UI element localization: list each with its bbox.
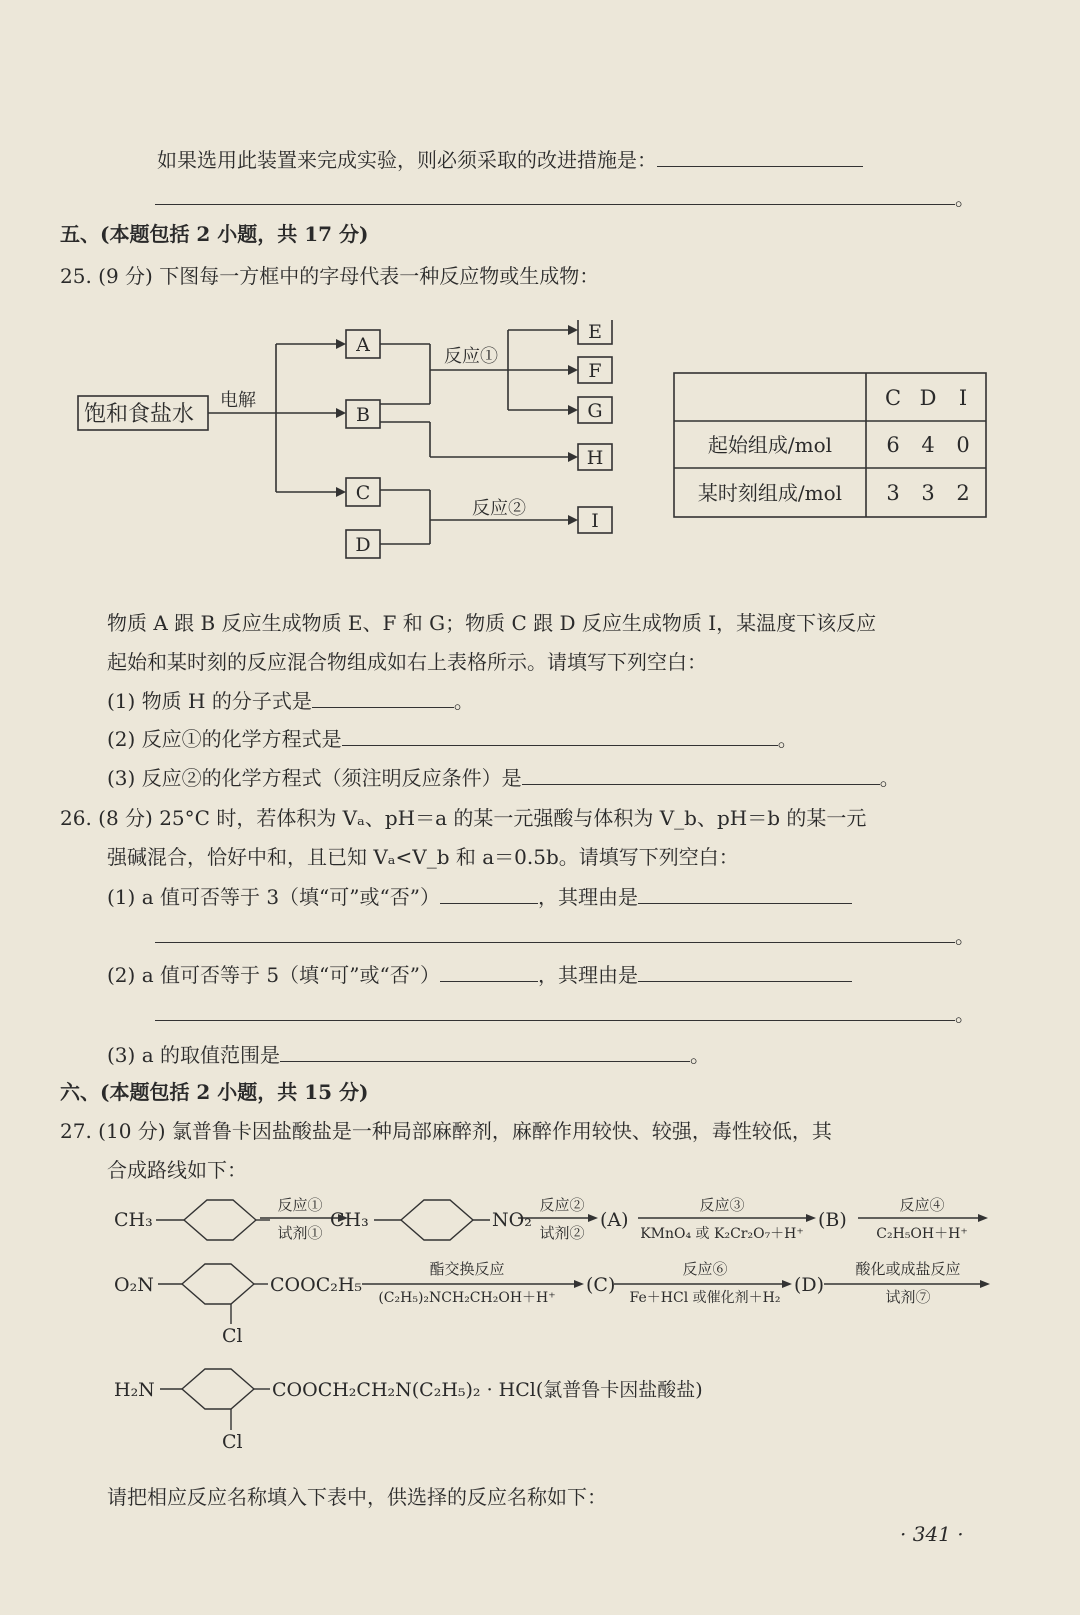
q25-sub-2: (2) 反应①的化学方程式是 。 xyxy=(107,727,798,751)
table-cell: 3 xyxy=(921,481,935,505)
table-row-label: 起始组成/mol xyxy=(707,433,833,457)
q25-sub-3: (3) 反应②的化学方程式（须注明反应条件）是 。 xyxy=(107,766,900,790)
arrow-2-top: 反应② xyxy=(539,1196,585,1214)
answer-blank[interactable] xyxy=(522,764,880,785)
table-cell: 6 xyxy=(886,433,900,457)
q26-sub-1-cont: 。 xyxy=(155,922,975,949)
box-A-label: A xyxy=(356,334,370,356)
arrow-5-bottom: (C₂H₅)₂NCH₂CH₂OH＋H⁺ xyxy=(378,1290,556,1306)
box-C-label: C xyxy=(355,482,371,504)
box-G-label: G xyxy=(587,400,603,422)
arrow-1-top: 反应① xyxy=(277,1196,323,1214)
chlorine-label: Cl xyxy=(222,1431,243,1453)
answer-blank[interactable] xyxy=(638,961,852,982)
table-cell: 4 xyxy=(921,433,935,457)
answer-blank[interactable] xyxy=(280,1041,690,1062)
q26-line-1: 26. (8 分) 25°C 时，若体积为 Vₐ、pH＝a 的某一元强酸与体积为 V_b、pH＝b 的某一元 xyxy=(60,806,867,830)
arrow-7-top: 酸化或成盐反应 xyxy=(855,1260,961,1278)
source-label: 饱和食盐水 xyxy=(84,402,195,427)
table-cell: 0 xyxy=(956,433,970,457)
answer-blank[interactable] xyxy=(312,687,454,708)
benzene-ring xyxy=(401,1200,473,1240)
arrow-1-bottom: 试剂① xyxy=(277,1224,323,1242)
box-H-label: H xyxy=(586,447,604,469)
answer-blank[interactable] xyxy=(155,1000,955,1021)
reaction-flow-diagram xyxy=(60,320,640,580)
prev-question-line: 如果选用此装置来完成实验，则必须采取的改进措施是： xyxy=(157,146,863,173)
answer-blank[interactable] xyxy=(657,146,863,167)
chlorine-label: Cl xyxy=(222,1325,243,1347)
no2-label: NO₂ xyxy=(492,1209,532,1231)
answer-blank[interactable] xyxy=(440,883,538,904)
box-E-label: E xyxy=(588,321,602,343)
arrow-4-top: 反应④ xyxy=(899,1196,945,1214)
table-row-label: 某时刻组成/mol xyxy=(697,481,843,505)
arrow-7-bottom: 试剂⑦ xyxy=(885,1288,931,1306)
box-D-label: D xyxy=(355,534,371,556)
q26-sub-1: (1) a 值可否等于 3（填“可”或“否”） ，其理由是 xyxy=(107,883,852,910)
arrow-2-bottom: 试剂② xyxy=(539,1224,585,1242)
reaction-1-label: 反应① xyxy=(444,346,498,367)
answer-blank[interactable] xyxy=(155,922,955,943)
q25-desc-line-1: 物质 A 跟 B 反应生成物质 E、F 和 G；物质 C 跟 D 反应生成物质 I，某温度下该反应 xyxy=(107,611,877,635)
o2n-label: O₂N xyxy=(114,1274,154,1296)
arrow-3-top: 反应③ xyxy=(699,1196,745,1214)
box-F-label: F xyxy=(588,360,602,382)
ch3-label: CH₃ xyxy=(114,1209,153,1231)
answer-blank[interactable] xyxy=(440,961,538,982)
intermediate-A: (A) xyxy=(600,1209,629,1231)
composition-table xyxy=(672,371,990,521)
table-header: I xyxy=(958,386,968,410)
benzene-ring xyxy=(182,1264,254,1304)
table-cell: 2 xyxy=(956,481,970,505)
q26-sub-2-cont: 。 xyxy=(155,1000,975,1027)
h2n-label: H₂N xyxy=(114,1379,155,1401)
q27-line-1: 27. (10 分) 氯普鲁卡因盐酸盐是一种局部麻醉剂，麻醉作用较快、较强，毒性较低，其 xyxy=(60,1119,832,1143)
box-B-label: B xyxy=(356,404,370,426)
q26-sub-2: (2) a 值可否等于 5（填“可”或“否”） ，其理由是 xyxy=(107,961,852,988)
arrow-3-bottom: KMnO₄ 或 K₂Cr₂O₇＋H⁺ xyxy=(640,1226,804,1242)
q25-sub-1: (1) 物质 H 的分子式是 。 xyxy=(107,689,474,713)
arrow-5-top: 酯交换反应 xyxy=(429,1260,505,1278)
arrow-6-bottom: Fe＋HCl 或催化剂＋H₂ xyxy=(629,1290,781,1306)
intermediate-B: (B) xyxy=(818,1209,847,1231)
answer-blank[interactable] xyxy=(342,725,778,746)
arrow-4-bottom: C₂H₅OH＋H⁺ xyxy=(876,1226,968,1242)
reaction-2-label: 反应② xyxy=(472,498,526,519)
q26-sub-3: (3) a 的取值范围是 。 xyxy=(107,1043,710,1067)
q26-line-2: 强碱混合，恰好中和，且已知 Vₐ<V_b 和 a＝0.5b。请填写下列空白： xyxy=(107,845,739,869)
answer-blank[interactable] xyxy=(638,883,852,904)
arrow-6-top: 反应⑥ xyxy=(682,1260,728,1278)
q25-desc-line-2: 起始和某时刻的反应混合物组成如右上表格所示。请填写下列空白： xyxy=(107,650,707,674)
table-header: C xyxy=(884,386,902,410)
box-I-label: I xyxy=(591,510,599,532)
electrolysis-label: 电解 xyxy=(220,390,256,411)
table-cell: 3 xyxy=(886,481,900,505)
q25-intro: 25. (9 分) 下图每一方框中的字母代表一种反应物或生成物： xyxy=(60,264,600,288)
prev-question-line-2: 。 xyxy=(155,184,975,211)
synthesis-scheme xyxy=(100,1190,1000,1470)
benzene-ring xyxy=(182,1369,254,1409)
q27-final-line: 请把相应反应名称填入下表中，供选择的反应名称如下： xyxy=(107,1485,607,1509)
product-label: COOCH₂CH₂N(C₂H₅)₂ · HCl(氯普鲁卡因盐酸盐) xyxy=(272,1379,703,1401)
ester-label: COOC₂H₅ xyxy=(270,1274,363,1296)
benzene-ring xyxy=(184,1200,256,1240)
table-header: D xyxy=(919,386,937,410)
section-heading-6: 六、(本题包括 2 小题，共 15 分) xyxy=(60,1080,369,1104)
ch3-label: CH₃ xyxy=(330,1209,369,1231)
section-heading-5: 五、(本题包括 2 小题，共 17 分) xyxy=(60,222,369,246)
page-number: · 341 · xyxy=(900,1522,964,1546)
intermediate-C: (C) xyxy=(586,1274,616,1296)
q27-line-2: 合成路线如下： xyxy=(107,1158,247,1182)
answer-blank[interactable] xyxy=(155,184,955,205)
intermediate-D: (D) xyxy=(794,1274,825,1296)
